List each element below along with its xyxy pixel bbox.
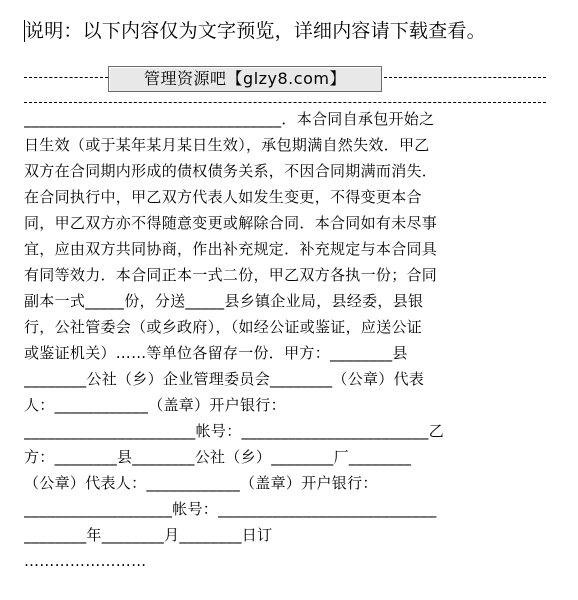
text-line: ________公社（乡）企业管理委员会________（公章）代表 [24, 370, 425, 388]
text-line: 方：________县________公社（乡）________厂________ [24, 448, 412, 466]
text-line: 人：____________（盖章）开户银行： [24, 396, 286, 414]
dashed-divider-right [384, 77, 546, 78]
dashed-divider-left [24, 77, 108, 78]
text-line: 行，公社管委会（或乡政府），（如经公证或鉴证，应送公证 [24, 318, 423, 336]
text-line: ______________________帐号：________________________乙 [24, 422, 444, 440]
contract-text [24, 106, 546, 574]
text-line: ________年________月________日订 [24, 526, 273, 544]
text-line: 日生效（或于某年某月某日生效），承包期满自然失效．甲乙 [24, 136, 430, 154]
text-line: ___________________帐号：____________________________ [24, 500, 437, 518]
text-line: 副本一式_____份，分送_____县乡镇企业局，县经委，县银 [24, 292, 424, 310]
preview-notice: 说明：以下内容仅为文字预览，详细内容请下载查看。 [25, 20, 486, 42]
text-line: _________________________________．本合同自承包开始之 [24, 110, 435, 128]
text-line: 或鉴证机关）……等单位各留存一份．甲方：________县 [24, 344, 408, 362]
banner-row [24, 66, 546, 94]
text-line: 有同等效力．本合同正本一式二份，甲乙双方各执一份；合同 [24, 266, 438, 284]
dashed-divider-full [24, 102, 546, 103]
text-line: …………………… [24, 552, 147, 570]
text-line: 同，甲乙双方亦不得随意变更或解除合同．本合同如有未尽事 [24, 214, 438, 232]
text-line: 宜，应由双方共同协商，作出补充规定．补充规定与本合同具 [24, 240, 438, 258]
site-banner-button[interactable]: 管理资源吧【glzy8.com】 [108, 66, 382, 92]
text-line: 双方在合同期内形成的债权债务关系，不因合同期满而消失． [24, 162, 438, 180]
text-line: （公章）代表人：____________（盖章）开户银行： [24, 474, 378, 492]
text-line: 在合同执行中，甲乙双方代表人如发生变更，不得变更本合 [24, 188, 422, 206]
